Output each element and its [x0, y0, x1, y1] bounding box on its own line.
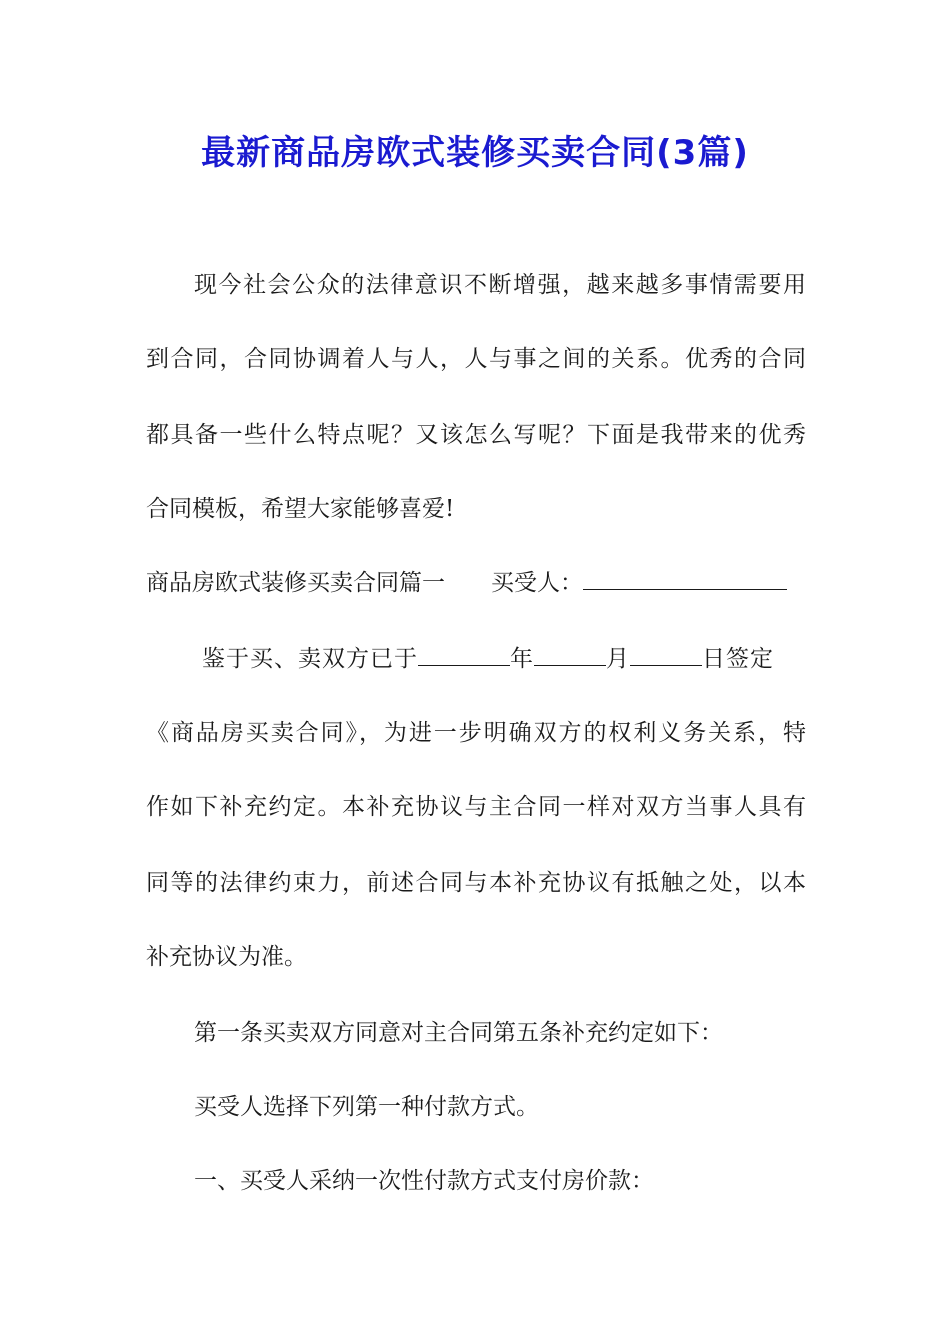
buyer-name-blank	[583, 567, 787, 590]
intro-line-4: 合同模板，希望大家能够喜爱!	[146, 496, 455, 522]
year-blank	[418, 643, 510, 666]
signing-prefix: 鉴于买、卖双方已于	[202, 646, 418, 672]
day-blank	[630, 643, 702, 666]
month-blank	[534, 643, 606, 666]
section-heading-row	[146, 566, 806, 600]
body-line-1: 《商品房买卖合同》，为进一步明确双方的权利义务关系，特	[146, 720, 806, 746]
body-line-4: 补充协议为准。	[146, 944, 307, 970]
document-title: 最新商品房欧式装修买卖合同(3篇)	[201, 133, 749, 173]
body-line-3: 同等的法律约束力，前述合同与本补充协议有抵触之处，以本	[146, 870, 806, 896]
day-label: 日签定	[702, 646, 774, 672]
section-heading: 商品房欧式装修买卖合同篇一	[146, 570, 445, 596]
clause-1: 第一条买卖双方同意对主合同第五条补充约定如下：	[194, 1020, 723, 1046]
year-label: 年	[510, 646, 534, 672]
intro-line-1: 现今社会公众的法律意识不断增强，越来越多事情需要用	[194, 272, 806, 298]
clause-2: 买受人选择下列第一种付款方式。	[194, 1094, 539, 1120]
signing-date-row	[202, 642, 806, 676]
clause-3: 一、买受人采纳一次性付款方式支付房价款：	[194, 1168, 654, 1194]
intro-line-3: 都具备一些什么特点呢？又该怎么写呢？下面是我带来的优秀	[146, 422, 806, 448]
body-line-2: 作如下补充约定。本补充协议与主合同一样对双方当事人具有	[146, 794, 806, 820]
month-label: 月	[606, 646, 630, 672]
intro-line-2: 到合同，合同协调着人与人，人与事之间的关系。优秀的合同	[146, 346, 806, 372]
buyer-label: 买受人：	[491, 570, 583, 596]
